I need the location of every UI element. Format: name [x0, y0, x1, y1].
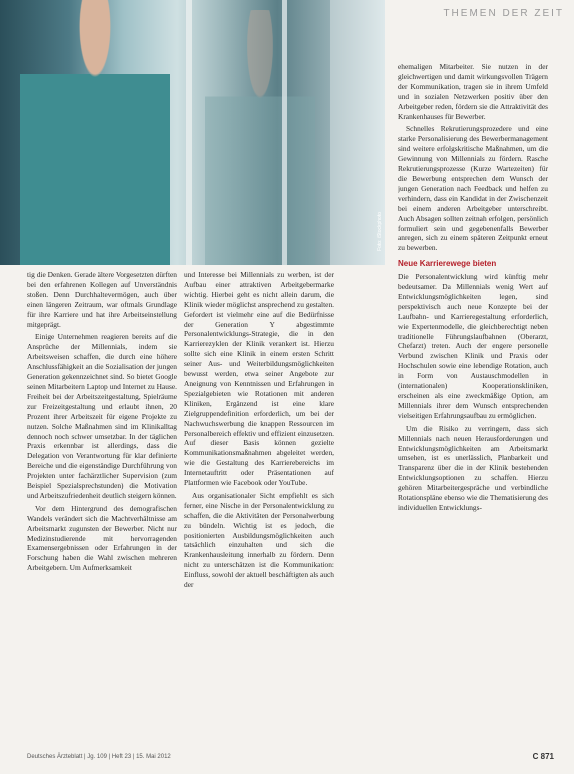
photo-credit: Foto: iStockphoto — [377, 212, 383, 251]
paragraph: Schnelles Rekrutierungsprozedere und eine starke Personalisierung des Bewerbermanagement sind weitere erfolgskritische Maßnahmen, um die Gewinnung von Millennials zu fördern. Rasche Rekrutierungsprozesse (Kurze Wartezeiten) für die Bewerbung entsprechen dem Wunsch der jungen Generation nach Feedback und helfen zu verhindern, dass ein Kandidat in der Zwischenzeit bei einem anderen Arbeitgeber unterschreibt. Auch Absagen sollten zeitnah erfolgen, persönlich formuliert sein und gegebenenfalls Bewerber anregen, sich zu einem späteren Zeitpunkt erneut zu bewerben. — [398, 124, 548, 253]
journal-citation: Deutsches Ärzteblatt | Jg. 109 | Heft 23 | 15. Mai 2012 — [27, 753, 171, 760]
text-column-2 — [184, 270, 334, 748]
glass-frame — [282, 0, 287, 265]
doctor-figure — [20, 0, 170, 265]
page-footer — [27, 752, 554, 761]
paragraph: Die Personalentwicklung wird künftig mehr bedeutsamer. Da Millennials wenig Wert auf Entwicklungsmöglichkeiten legen, sind perspektivisch auch neue Konzepte bei der Laufbahn- und Karrieregestaltung erforderlich, wie Expertenmodelle, die gleichberechtigt neben traditionelle Führungslaufbahnen (Oberarzt, Chefarzt) treten. Auch der engere personelle Verbund zwischen Klinik und Praxis oder Hochschulen sowie eine lebendige Rotation, auch in Form von Austauschmodellen in (internationalen) Kooperationskliniken, erscheinen als eine zweckmäßige Option, am Millennials ihrer dem Wunsch entsprechenden vielseitigen Erfahrungsaufbau zu ermöglichen. — [398, 272, 548, 420]
paragraph: Um die Risiko zu verringern, dass sich Millennials nach neuen Herausforderungen und Entwicklungsmöglichkeiten am Arbeitsmarkt umsehen, ist es unerlässlich, Planbarkeit und Transparenz über die in der Klinik bestehenden Entwicklungsoptionen zu schaffen. Hierzu gehören Mitarbeitergespräche und verbindliche Rotationspläne ebenso wie die Thematisierung des individuellen Entwicklungs- — [398, 423, 548, 512]
paragraph: und Interesse bei Millennials zu werben, ist der Aufbau einer attraktiven Arbeitgebermarke wichtig. Hierbei geht es nicht allein darum, die Klinik wieder möglichst ansprechend zu gestalten. Gefordert ist vielmehr eine auf die Bedürfnisse der Generation Y abgestimmte Personalentwicklungs-Strategie, die in den Karrierezyklen der Klinik verankert ist. Hierzu sollte sich eine Klinik in einem ersten Schritt seiner Aus- und Weiterbildungsmöglichkeiten bewusst werden, etwa seiner Angebote zur Aneignung von Kenntnissen und Erfahrungen in Spezialgebieten wie Rotationen mit anderen Kliniken, Ergänzend ist eine klare Zielgruppendefinition erforderlich, um bei der Nachwuchswerbung die knappen Ressourcen im Personalbereich effektiv und effizient einzusetzen. Auf dieser Basis können gezielte Kommunikationsmaßnahmen abgeleitet werden, wie die Gestaltung des Karrierebereichs im Internetauftritt oder Präsentationen auf Plattformen wie Facebook oder YouTube. — [184, 270, 334, 488]
text-column-1 — [27, 270, 177, 748]
paragraph: Vor dem Hintergrund des demografischen Wandels verändert sich die Machtverhältnisse am Arbeitsmarkt zugunsten der Bewerber. Nicht nur Medizinstudierende mit hervorragenden Examensergebnissen oder Erfahrungen in der Forschung haben die Wahl zwischen mehreren Arbeitgebern. Um Aufmerksamkeit — [27, 503, 177, 573]
subheading: Neue Karrierewege bieten — [398, 259, 497, 269]
text-column-3 — [398, 62, 548, 748]
doctor-reflection — [205, 10, 315, 265]
paragraph: ehemaligen Mitarbeiter. Sie nutzen in der gleichwertigen und damit wirkungsvollen Trägern der Kommunikation, tragen sie in ihrem Umfeld und in sozialen Netzwerken positiv über den Arbeitgeber reden, fördern sie die Attraktivität des Krankenhauses für Bewerber. — [398, 62, 548, 121]
page-number: C 871 — [532, 752, 554, 761]
article-photo — [0, 0, 385, 265]
glass-frame — [186, 0, 192, 265]
paragraph: Einige Unternehmen reagieren bereits auf die Ansprüche der Millennials, indem sie Arbeitsweisen schaffen, die durch eine höhere Anschlussfähigkeit an die Sozialisation der jungen Generation gekennzeichnet sind. So bietet Google seinen Mitarbeitern Laptop und Internet zu Hause. Freiheit bei der Arbeitszeitgestaltung, Spielräume zur Freizeitgestaltung und erlaubt ihnen, 20 Prozent ihrer Arbeitszeit für eigene Projekte zu nutzen. Solche Maßnahmen sind im Klinikalltag dennoch noch schwer umsetzbar. In der täglichen Praxis erkennbar ist allerdings, dass die Delegation von Verantwortung für klar definierte Bereiche und die eigenständige Durchführung von Projekten unter fachärztlicher Supervision (zum Beispiel Spezialsprechstunden) die Motivation und Arbeitszufriedenheit deutlich steigern können. — [27, 332, 177, 500]
paragraph: Aus organisationaler Sicht empfiehlt es sich ferner, eine Nische in der Personalentwicklung zu schaffen, die die Aktivitäten der Personalwerbung zu bündeln. Wichtig ist es jedoch, die positionierten Ausbildungsmöglichkeiten auch tatsächlich einzuhalten und sich die Krankenhausleitung innerhalb zu fördern. Denn nicht zu unterschätzen ist die Kommunikation: Einfluss, sowohl der aktuell beschäftigten als auch der — [184, 490, 334, 590]
paragraph: tig die Denken. Gerade ältere Vorgesetzten dürften bei den erfahrenen Kollegen auf Unverständnis stoßen. Denn Durchhaltevermögen, auch über einen längeren Zeitraum, war oftmals Grundlage für ihre Karriere und hat ihre Arbeitseinstellung mitgeprägt. — [27, 270, 177, 329]
section-header: THEMEN DER ZEIT — [443, 8, 564, 19]
